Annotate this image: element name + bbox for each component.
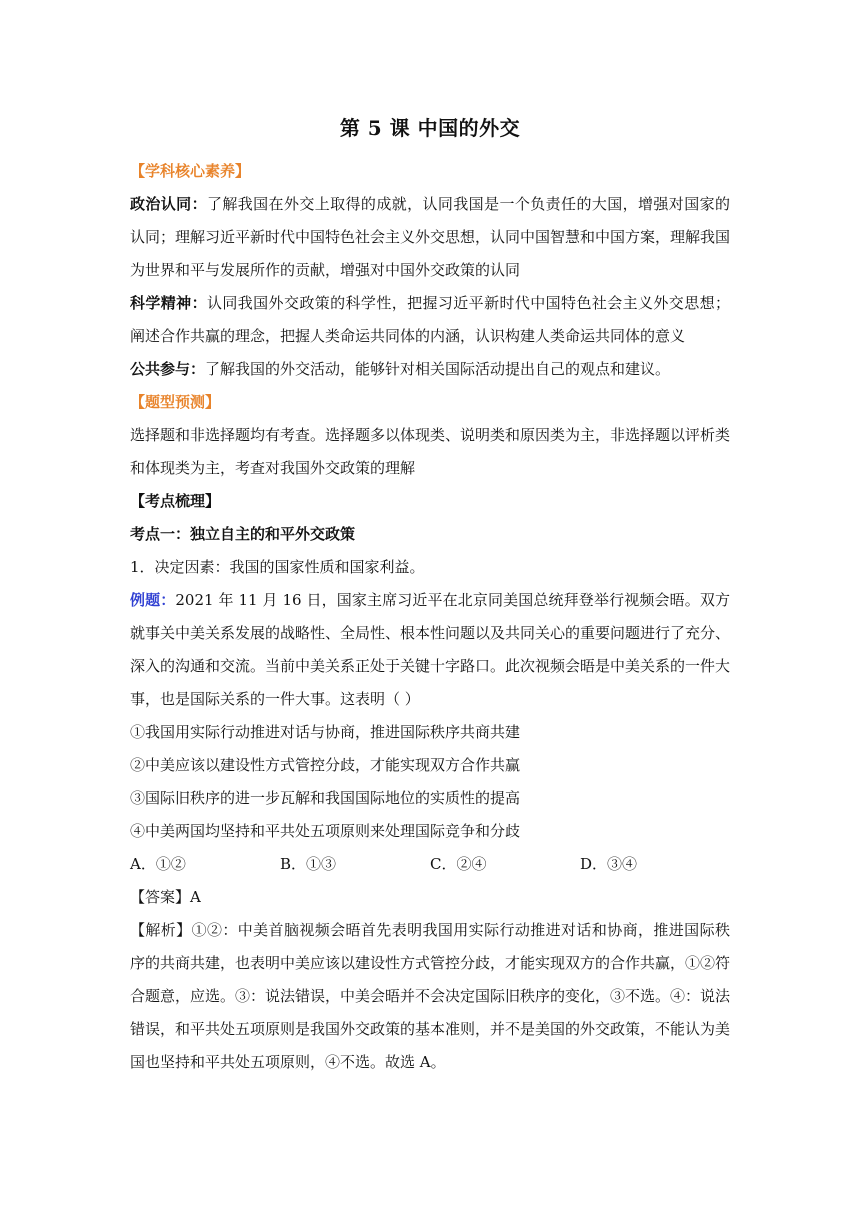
analysis-text: ①②：中美首脑视频会晤首先表明我国用实际行动推进对话和协商，推进国际秩序的共商共建，也表明中美应该以建设性方式管控分歧，才能实现双方的合作共赢，①②符合题意，应选。③：说法错误，中美会晤并不会决定国际旧秩序的变化，③不选。④：说法错误，和平共处五项原则是我国外交政策的基本准则，并不是美国的外交政策，不能认为美国也坚持和平共处五项原则，④不选。故选 A。	[130, 921, 731, 1071]
point-one-item: 1．决定因素：我国的国家性质和国家利益。	[130, 558, 425, 576]
question-type-text: 选择题和非选择题均有考查。选择题多以体现类、说明类和原因类为主，非选择题以评析类和体现类为主，考查对我国外交政策的理解	[130, 426, 731, 477]
analysis-paragraph	[130, 914, 730, 1079]
core-item-text: 了解我国在外交上取得的成就，认同我国是一个负责任的大国，增强对国家的认同；理解习近平新时代中国特色社会主义外交思想，认同中国智慧和中国方案，理解我国为世界和平与发展所作的贡献，增强对中国外交政策的认同	[130, 195, 731, 279]
statement-4: ④中美两国均坚持和平共处五项原则来处理国际竞争和分歧	[130, 822, 521, 840]
example-text: 2021 年 11 月 16 日，国家主席习近平在北京同美国总统拜登举行视频会晤。双方就事关中美关系发展的战略性、全局性、根本性问题以及共同关心的重要问题进行了充分、深入的沟通和交流。当前中美关系正处于关键十字路口。此次视频会晤是中美关系的一件大事，也是国际关系的一件大事。这表明（ ）	[130, 591, 731, 708]
answer-label: 【答案】	[130, 888, 191, 906]
example-label: 例题：	[130, 591, 176, 609]
core-item-text: 了解我国的外交活动，能够针对相关国际活动提出自己的观点和建议。	[205, 360, 671, 378]
key-points-header: 【考点梳理】	[130, 492, 221, 510]
statement-1: ①我国用实际行动推进对话与协商，推进国际秩序共商共建	[130, 723, 521, 741]
core-item-science	[130, 287, 730, 353]
analysis-label: 【解析】	[130, 921, 192, 939]
question-type-header: 【题型预测】	[130, 393, 221, 411]
example-paragraph	[130, 584, 730, 716]
option-d: D．③④	[580, 855, 638, 873]
statement-3: ③国际旧秩序的进一步瓦解和我国国际地位的实质性的提高	[130, 789, 521, 807]
page-title: 第 5 课 中国的外交	[339, 116, 521, 140]
document-content	[130, 112, 730, 1079]
core-item-label: 政治认同：	[130, 195, 207, 213]
option-b: B．①③	[280, 855, 337, 873]
answer-line	[130, 881, 730, 914]
statement-2: ②中美应该以建设性方式管控分歧，才能实现双方合作共赢	[130, 756, 521, 774]
core-item-label: 科学精神：	[130, 294, 207, 312]
core-item-participation	[130, 353, 730, 386]
core-item-political	[130, 188, 730, 287]
option-c: C．②④	[430, 855, 487, 873]
answer-value: A	[190, 888, 201, 906]
core-item-text: 认同我国外交政策的科学性，把握习近平新时代中国特色社会主义外交思想；阐述合作共赢的理念，把握人类命运共同体的内涵，认识构建人类命运共同体的意义	[130, 294, 730, 345]
answer-options	[130, 848, 730, 881]
core-item-label: 公共参与：	[130, 360, 206, 378]
point-one-title: 考点一：独立自主的和平外交政策	[130, 525, 356, 543]
core-literacy-header: 【学科核心素养】	[130, 162, 251, 180]
option-a: A．①②	[130, 855, 186, 873]
